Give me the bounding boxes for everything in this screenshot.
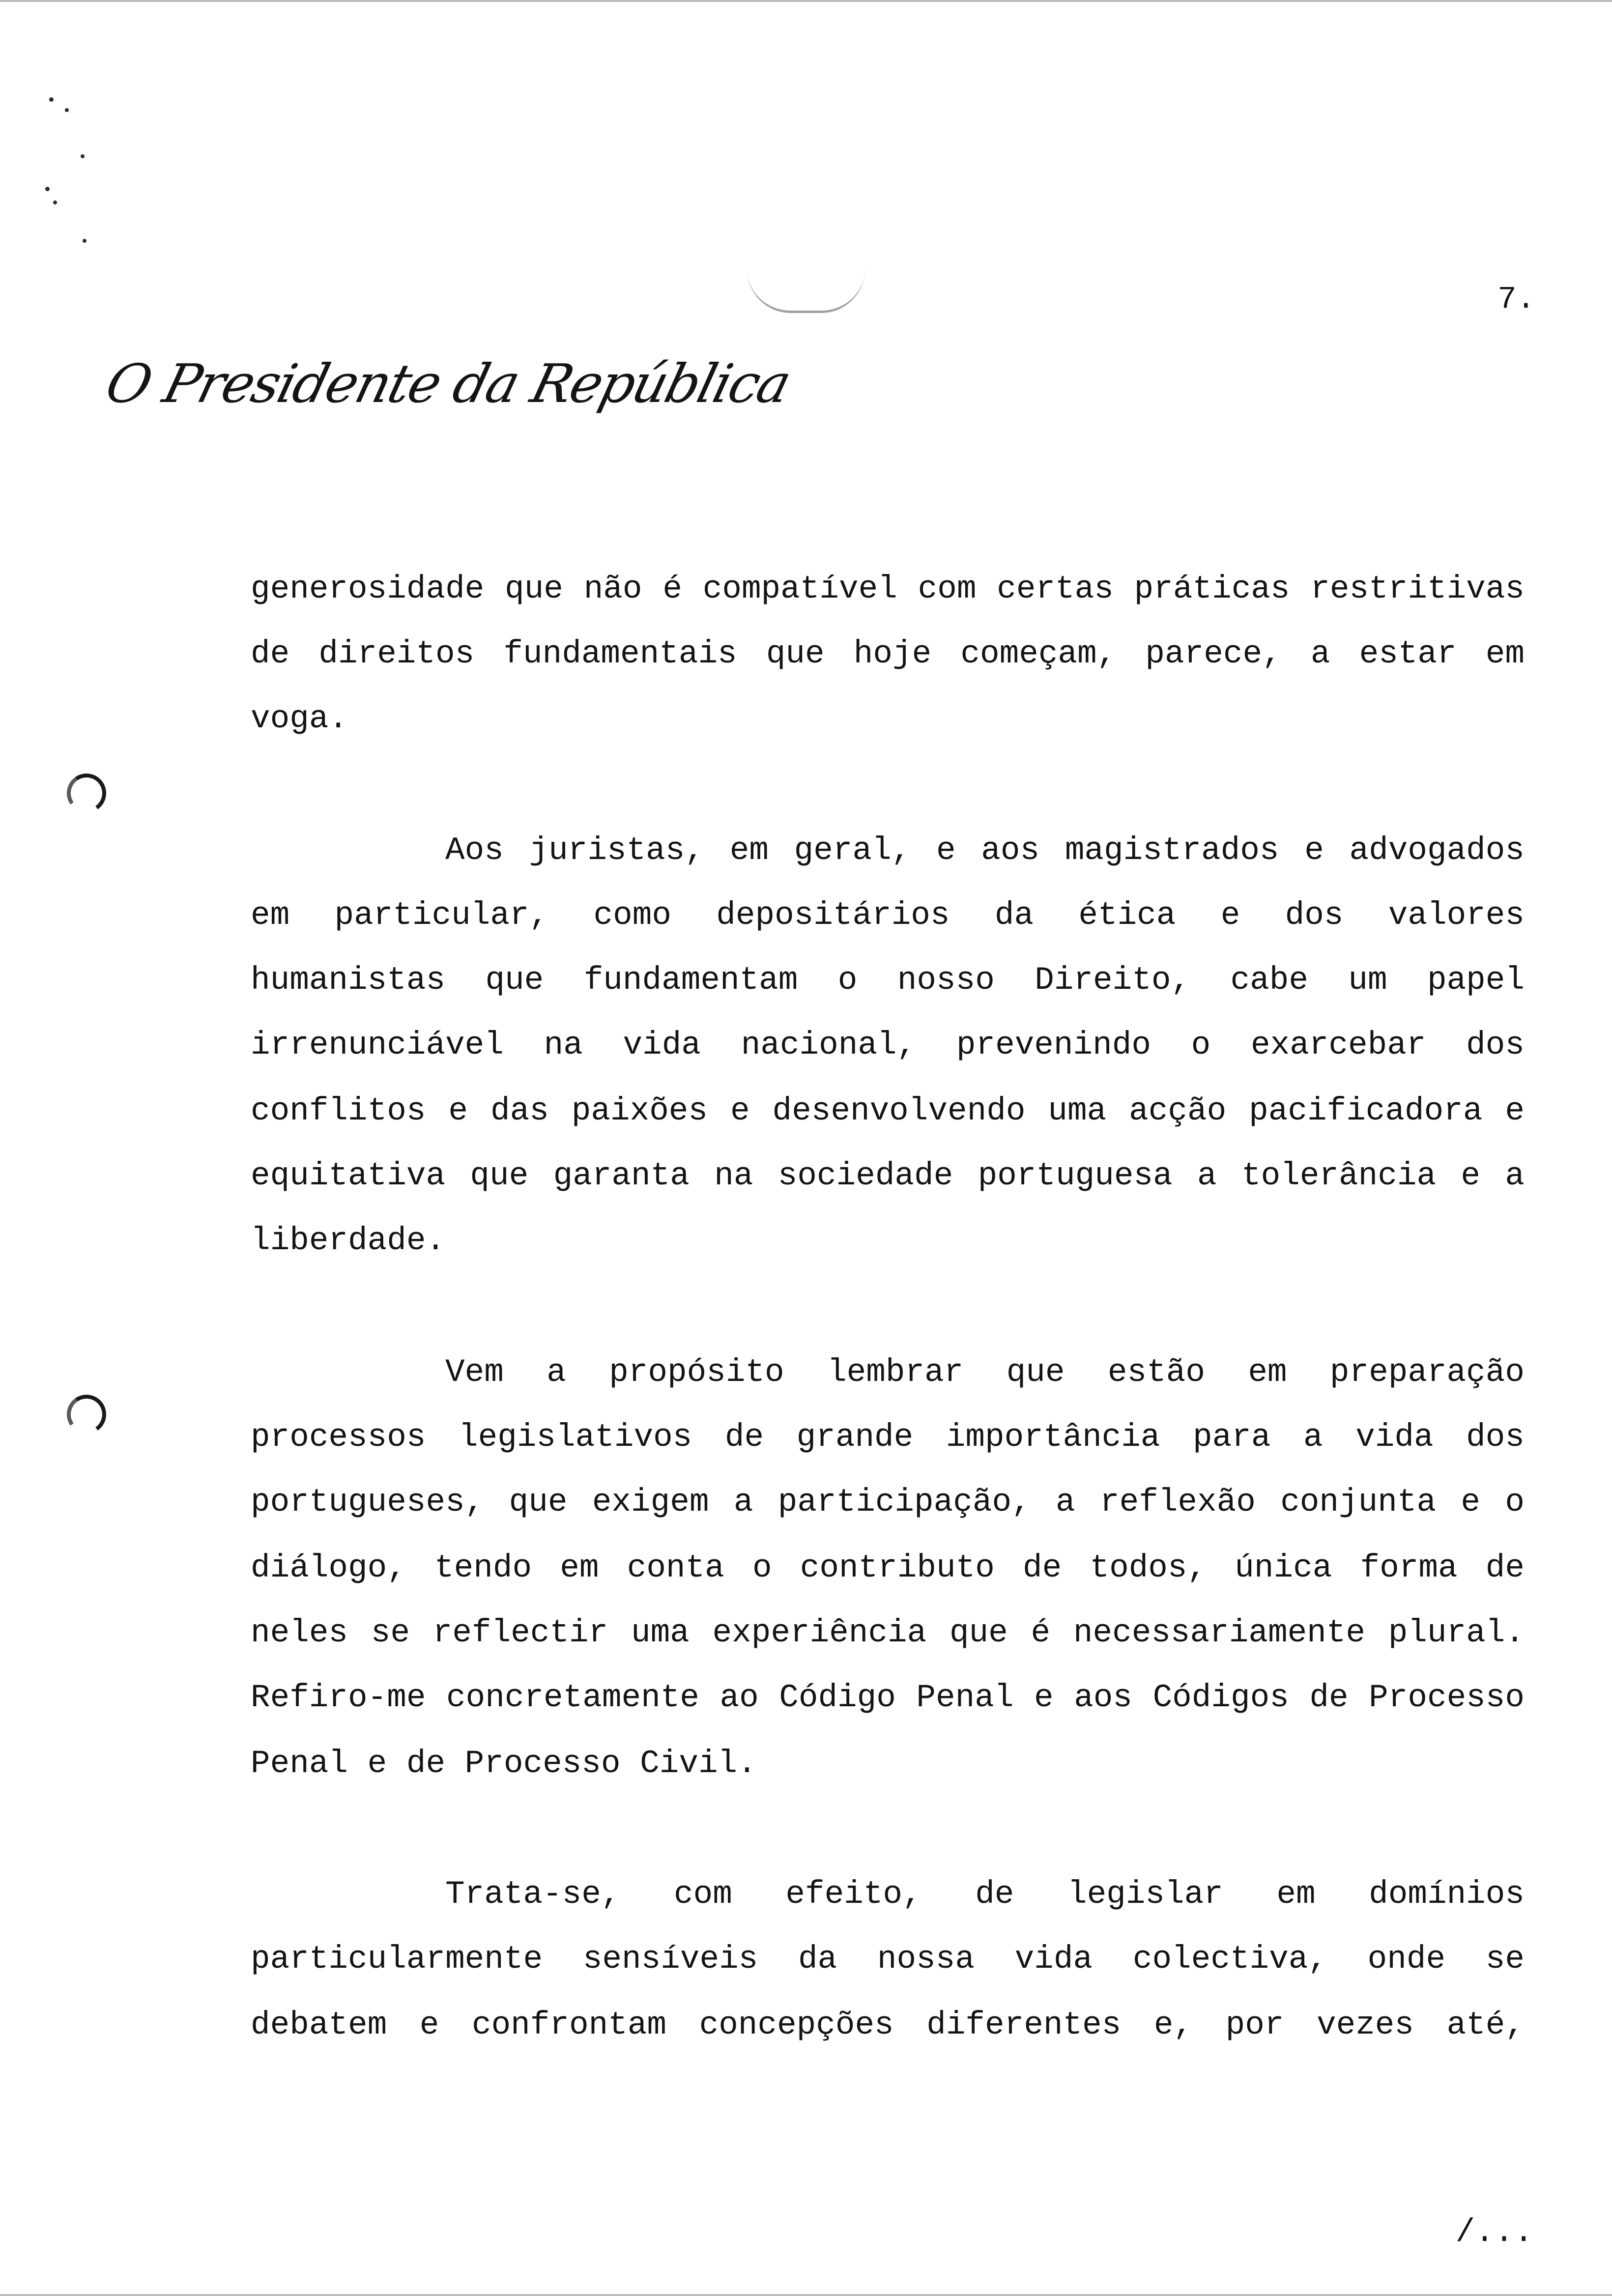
margin-speck [65,108,69,112]
text-line: equitativa que garanta na sociedade portuguesa a tolerância e a [251,1157,1525,1194]
punch-hole-lower [64,1392,110,1437]
margin-speck [49,97,54,102]
margin-speck [45,187,50,191]
text-line: processos legislativos de grande importância para a vida dos [251,1419,1525,1456]
letterhead-script: O Presidente da República [99,353,796,415]
scan-bottom-edge [0,2294,1612,2296]
text-line: debatem e confrontam concepções diferentes e, por vezes até, [251,2007,1525,2043]
text-line: humanistas que fundamentam o nosso Direito, cabe um papel [251,962,1525,999]
margin-speck [53,201,57,204]
margin-speck [83,239,86,243]
margin-speck [81,154,85,158]
text-line: Penal e de Processo Civil. [251,1745,757,1782]
continuation-mark: /... [1455,2214,1533,2251]
text-line: irrenunciável na vida nacional, prevenindo o exarcebar dos [251,1027,1525,1063]
page-number: 7. [1497,282,1535,317]
text-line: conflitos e das paixões e desenvolvendo uma acção pacificadora e [251,1092,1525,1129]
text-line: particularmente sensíveis da nossa vida colectiva, onde se [251,1941,1525,1978]
text-line: Trata-se, com efeito, de legislar em domínios [445,1876,1525,1913]
punch-hole-upper [64,771,110,816]
text-line: Aos juristas, em geral, e aos magistrados e advogados [445,832,1525,869]
text-line: portugueses, que exigem a participação, a reflexão conjunta e o [251,1484,1525,1521]
text-line: Refiro-me concretamente ao Código Penal e aos Códigos de Processo [251,1679,1525,1716]
scan-smudge [747,269,865,313]
text-line: Vem a propósito lembrar que estão em preparação [445,1354,1525,1391]
text-line: de direitos fundamentais que hoje começam, parece, a estar em [251,635,1525,672]
text-line: neles se reflectir uma experiência que é necessariamente plural. [251,1614,1525,1651]
text-line: generosidade que não é compatível com certas práticas restritivas [251,571,1525,607]
text-line: liberdade. [251,1222,446,1259]
text-line: diálogo, tendo em conta o contributo de todos, única forma de [251,1550,1525,1586]
text-line: em particular, como depositários da ética e dos valores [251,897,1525,934]
scan-top-edge [0,0,1612,2]
text-line: voga. [251,700,348,737]
